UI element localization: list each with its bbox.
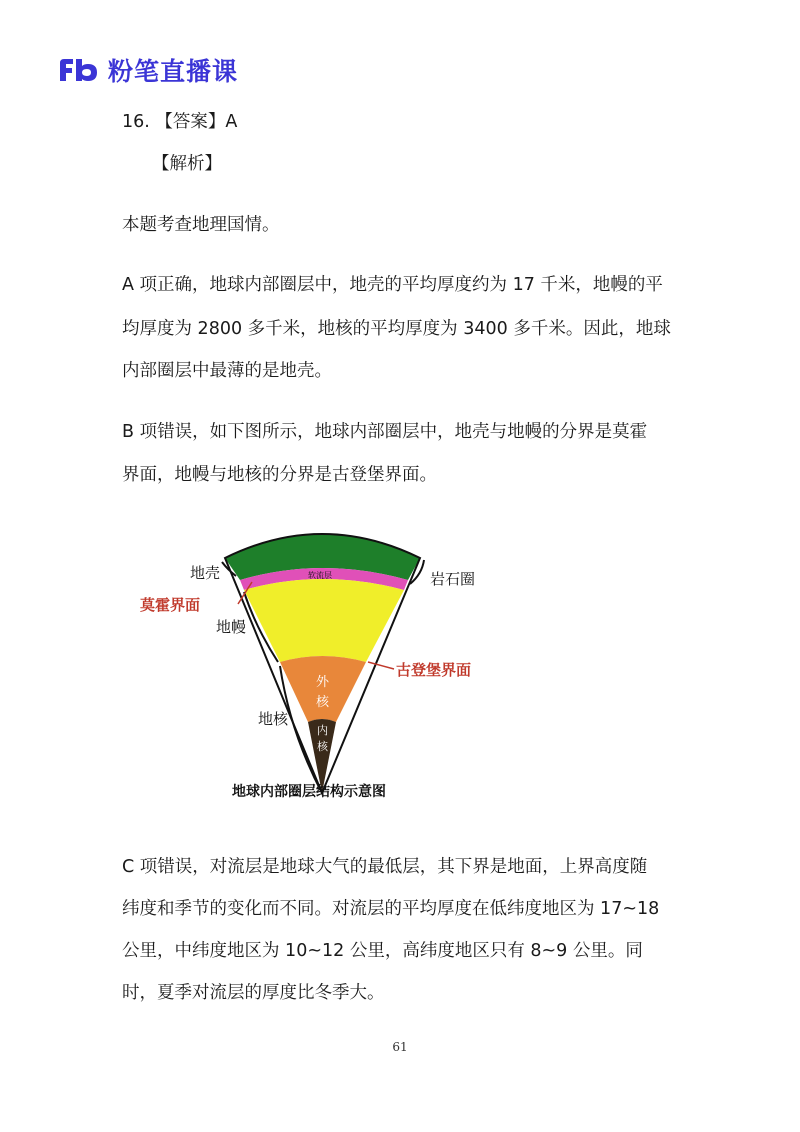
answer-label: 【答案】 xyxy=(155,112,226,132)
option-a-line: 均厚度为 2800 多千米，地核的平均厚度为 3400 多千米。因此，地球 xyxy=(122,319,671,339)
moho-label: 莫霍界面 xyxy=(140,598,201,614)
option-c-line: C 项错误，对流层是地球大气的最低层，其下界是地面，上界高度随 xyxy=(122,857,648,877)
figure-caption: 地球内部圈层结构示意图 xyxy=(232,785,386,800)
question-number: 16. xyxy=(122,112,150,132)
option-a-line: 内部圈层中最薄的是地壳。 xyxy=(122,361,332,381)
outer-core-label-2: 核 xyxy=(316,694,330,709)
option-b-line: 界面，地幔与地核的分界是古登堡界面。 xyxy=(122,465,437,485)
inner-core-label-1: 内 xyxy=(317,725,328,737)
option-c-line: 纬度和季节的变化而不同。对流层的平均厚度在低纬度地区为 17~18 xyxy=(122,899,660,919)
fb-logo-icon xyxy=(58,57,100,83)
brand-name: 粉笔直播课 xyxy=(108,57,239,86)
core-label: 地核 xyxy=(258,712,289,728)
mantle-label: 地幔 xyxy=(216,620,247,636)
asthenosphere-label: 软流层 xyxy=(308,571,332,580)
answer-value: A xyxy=(225,112,238,132)
option-b-line: B 项错误，如下图所示，地球内部圈层中，地壳与地幔的分界是莫霍 xyxy=(122,422,648,442)
inner-core-label-2: 核 xyxy=(317,741,328,753)
outer-core-layer xyxy=(280,656,366,722)
option-c-line: 公里，中纬度地区为 10~12 公里，高纬度地区只有 8~9 公里。同 xyxy=(122,941,643,961)
option-a-line: A 项正确，地球内部圈层中，地壳的平均厚度约为 17 千米，地幔的平 xyxy=(122,275,663,295)
brand-logo xyxy=(58,52,238,88)
earth-structure-diagram xyxy=(140,518,500,808)
crust-label: 地壳 xyxy=(190,566,221,582)
gutenberg-label: 古登堡界面 xyxy=(396,663,472,679)
intro-text: 本题考查地理国情。 xyxy=(122,215,280,235)
lithosphere-label: 岩石圈 xyxy=(430,572,476,588)
outer-core-label-1: 外 xyxy=(316,674,330,689)
analysis-heading: 【解析】 xyxy=(152,154,222,174)
mantle-layer xyxy=(244,579,404,662)
gutenberg-leader xyxy=(368,662,394,669)
answer-line xyxy=(122,108,237,133)
page-number: 61 xyxy=(392,1040,408,1054)
option-c-line: 时，夏季对流层的厚度比冬季大。 xyxy=(122,983,385,1003)
